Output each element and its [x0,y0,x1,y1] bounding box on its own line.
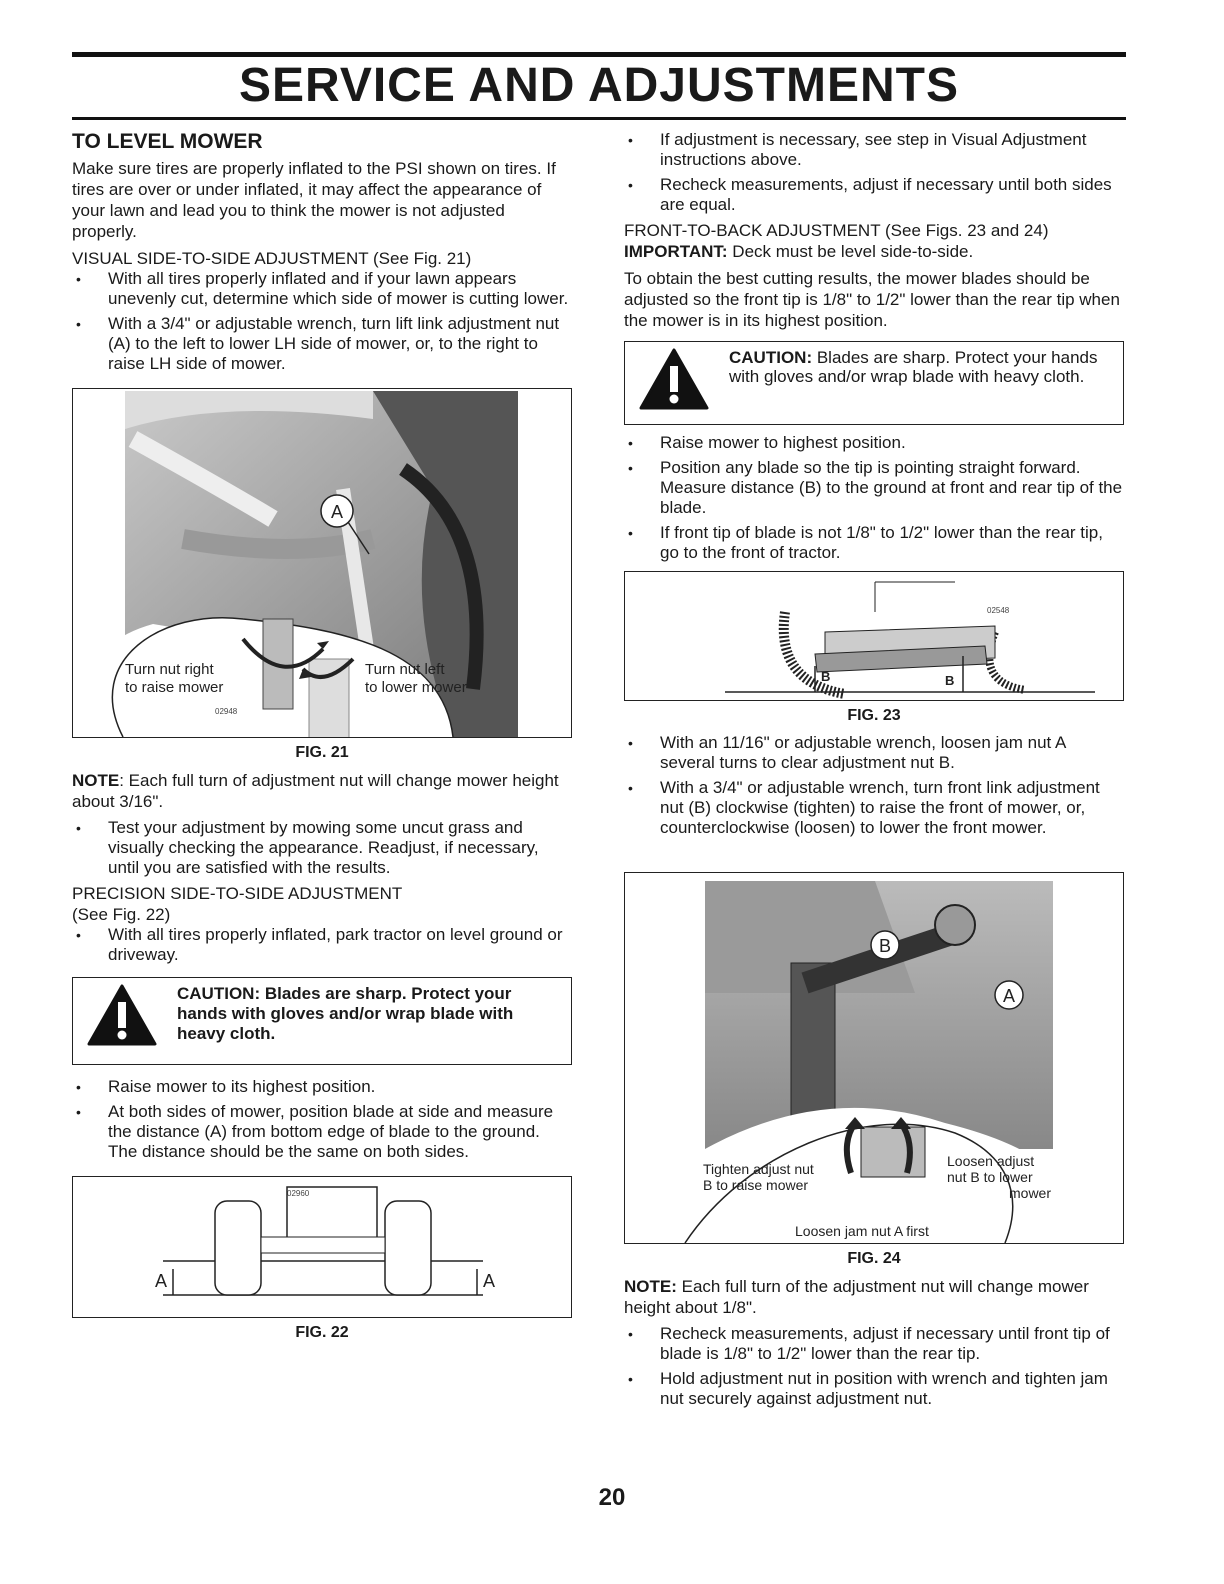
fig24-box [624,872,1124,1244]
header-rule-bottom [72,117,1126,120]
list-item: • With all tires properly inflated and if your lawn appears unevenly cut, determine which side of mower is cutting lower. [72,269,572,309]
list-item: • Test your adjustment by mowing some uncut grass and visually checking the appearance. Readjust, if necessary, until you are satisfied with the results. [72,818,572,878]
list-item: • Position any blade so the tip is pointing straight forward. Measure distance (B) to the ground at front and rear tip of the blade. [624,458,1124,518]
list-item: • With a 3/4" or adjustable wrench, turn lift link adjustment nut (A) to the left to lower LH side of mower, or, to the right to raise LH side of mower. [72,314,572,374]
list-item: • Raise mower to its highest position. [72,1077,572,1097]
list-item: • Recheck measurements, adjust if necessary until both sides are equal. [624,175,1124,215]
precision-subheading: (See Fig. 22) [72,905,171,924]
right-top-bullets [624,130,1124,215]
precision-bullets [72,925,572,965]
list-item: • With a 3/4" or adjustable wrench, turn front link adjustment nut (B) clockwise (tighten) to raise the front of mower, or, counterclockwise (loosen) to lower the front mower. [624,778,1124,838]
list-item: • Recheck measurements, adjust if necessary until front tip of blade is 1/8" to 1/2" lower than the rear tip. [624,1324,1124,1364]
note2-paragraph [624,1276,1124,1318]
fig22-box [72,1176,572,1318]
list-item: • If adjustment is necessary, see step in Visual Adjustment instructions above. [624,130,1124,170]
intro-paragraph: Make sure tires are properly inflated to the PSI shown on tires. If tires are over or under inflated, it may affect the appearance of your lawn and lead you to think the mower is not adjusted properly. [72,159,556,241]
visual-adjustment-heading: VISUAL SIDE-TO-SIDE ADJUSTMENT (See Fig. 21) [72,249,472,268]
warning-icon [639,348,709,410]
note-lead: NOTE [72,771,120,790]
note-paragraph [72,770,572,812]
fig21-caption: FIG. 21 [295,744,349,761]
left-tire-icon [215,1201,261,1295]
fig21-code: 02948 [215,707,238,716]
note2-text: Each full turn of the adjustment nut will change mower height about 1/8". [624,1277,1089,1317]
list-item: • At both sides of mower, position blade at side and measure the distance (A) from bottom edge of blade to the ground. The distance should be the same on both sides. [72,1102,572,1162]
fig22-label-a-right: A [483,1271,496,1291]
fig21-label-left-1: Turn nut left [365,661,445,678]
obtain-paragraph: To obtain the best cutting results, the mower blades should be adjusted so the front tip is 1/8" to 1/2" lower than the rear tip when the mower is in its highest position. [624,269,1120,330]
fig24-jam-note: Loosen jam nut A first [795,1223,929,1239]
precision-heading: PRECISION SIDE-TO-SIDE ADJUSTMENT [72,884,403,903]
right-tire-icon [385,1201,431,1295]
fig22-illustration [73,1177,570,1317]
fig21-label-right-1: Turn nut right [125,661,214,678]
fig24-caption: FIG. 24 [847,1250,901,1267]
important-paragraph [624,241,1124,262]
left-column [72,126,572,1350]
list-item: • With all tires properly inflated, park tractor on level ground or driveway. [72,925,572,965]
mid-bullets [624,433,1124,563]
wrench-bullets [624,733,1124,838]
fig24-tighten-2: B to raise mower [703,1177,809,1193]
svg-text:A: A [330,502,344,522]
svg-text:B: B [878,936,892,956]
page-title: SERVICE AND ADJUSTMENTS [239,59,959,112]
svg-text:A: A [1002,986,1016,1006]
fig23-caption: FIG. 23 [847,707,901,724]
final-bullets [624,1324,1124,1409]
fig23-label-b-rear: B [945,673,955,688]
fig21-box [72,388,572,738]
important-text: Deck must be level side-to-side. [727,242,974,261]
section-heading-level-mower: TO LEVEL MOWER [72,130,263,153]
fig24-loosen-1: Loosen adjust [947,1153,1035,1169]
caution-text-left: CAUTION: Blades are sharp. Protect your hands with gloves and/or wrap blade with heavy cloth. [177,984,514,1043]
fig21-label-left-2: to lower mower [365,679,467,696]
fig23-box [624,571,1124,701]
fig22-caption: FIG. 22 [295,1324,349,1341]
visual-bullets [72,269,572,374]
list-item: • If front tip of blade is not 1/8" to 1/2" lower than the rear tip, go to the front of tractor. [624,523,1124,563]
fig22-label-a-left: A [155,1271,168,1291]
fig24-loosen-3: mower [1009,1185,1052,1201]
important-lead: IMPORTANT: [624,242,728,261]
warning-icon [87,984,157,1046]
fig22-code: 02960 [287,1189,310,1198]
fig23-label-b-front: B [821,669,831,684]
right-column [624,126,1124,1414]
page-number: 20 [598,1484,626,1511]
fig23-illustration [625,572,1122,700]
list-item: • With an 11/16" or adjustable wrench, loosen jam nut A several turns to clear adjustment nut B. [624,733,1124,773]
fig21-label-right-2: to raise mower [125,679,224,696]
note2-lead: NOTE: [624,1277,677,1296]
fig23-code: 02548 [987,606,1010,615]
caution-box-left [72,977,572,1065]
caution-body: Blades are sharp. Protect your hands with gloves and/or wrap blade with heavy cloth. [729,348,1098,386]
fig24-tighten-1: Tighten adjust nut [703,1161,814,1177]
test-bullets [72,818,572,878]
caution-text-right [729,348,1113,386]
front-to-back-heading: FRONT-TO-BACK ADJUSTMENT (See Figs. 23 and 24) [624,221,1049,240]
caution-box-right [624,341,1124,425]
list-item: • Hold adjustment nut in position with wrench and tighten jam nut securely against adjustment nut. [624,1369,1124,1409]
caution-lead: CAUTION: [729,348,813,367]
fig24-loosen-2: nut B to lower [947,1169,1033,1185]
list-item: • Raise mower to highest position. [624,433,1124,453]
raise-bullets [72,1077,572,1162]
note-text: : Each full turn of adjustment nut will change mower height about 3/16". [72,771,559,811]
